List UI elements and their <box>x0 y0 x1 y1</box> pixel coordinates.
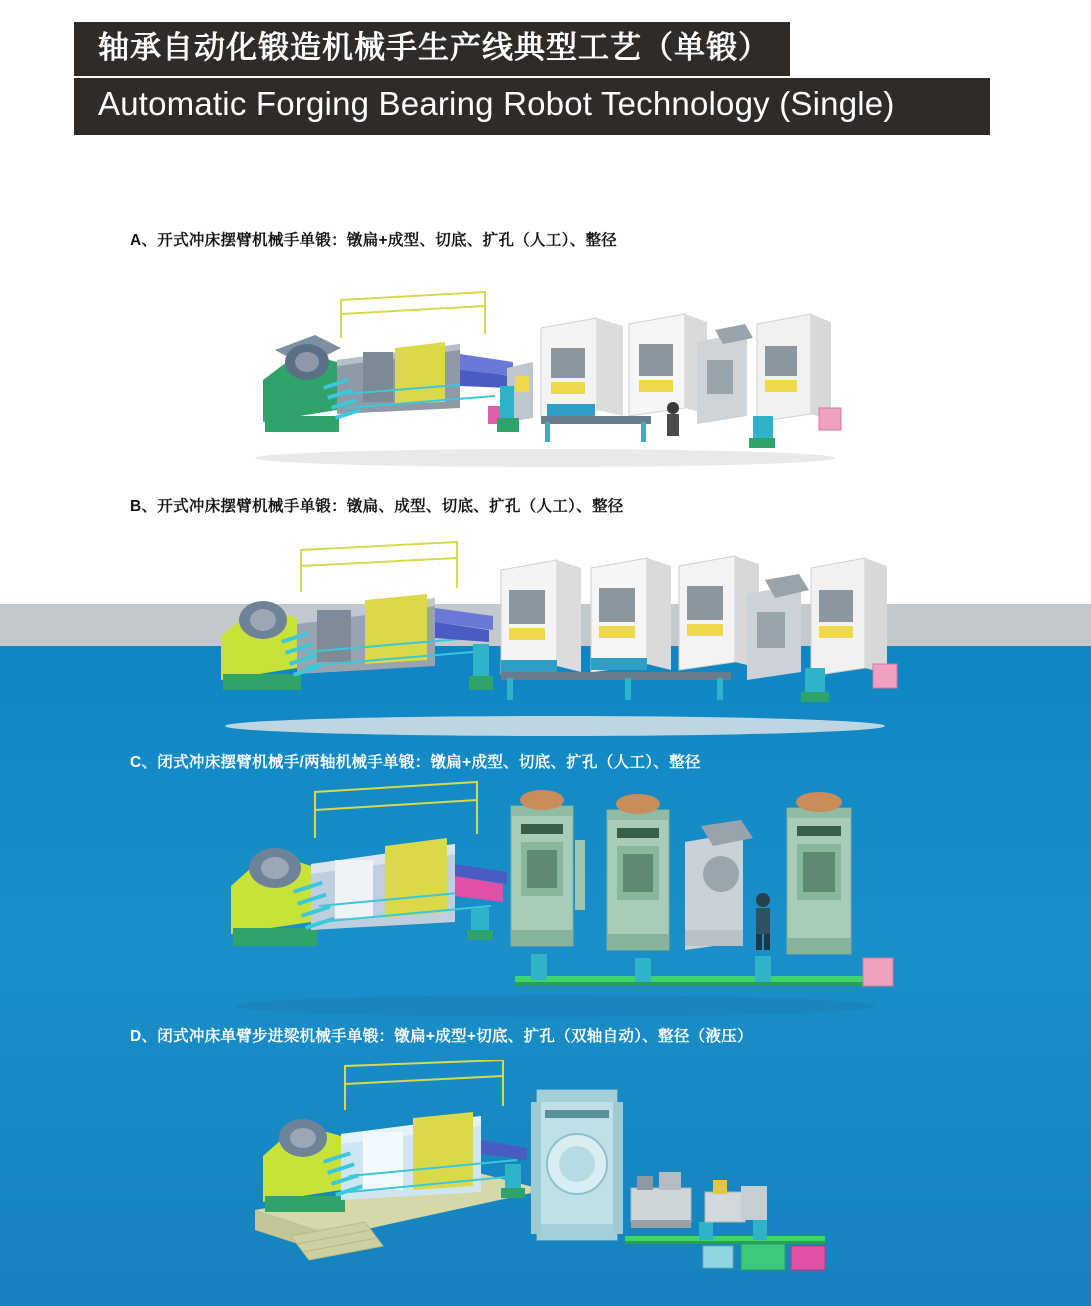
section-caption-c: C、闭式冲床摆臂机械手/两轴机械手单锻：镦扁+成型、切底、扩孔（人工）、整径 <box>130 754 701 771</box>
section-caption-a: A、开式冲床摆臂机械手单锻：镦扁+成型、切底、扩孔（人工）、整径 <box>130 232 618 249</box>
page-title-en-wrap <box>74 78 990 135</box>
illustration-line-a <box>245 290 845 470</box>
poster-header <box>74 22 1014 135</box>
page-title-en: Automatic Forging Bearing Robot Technology (Single) <box>98 85 895 123</box>
section-caption-d: D、闭式冲床单臂步进梁机械手单锻：镦扁+成型+切底、扩孔（双轴自动）、整径（液压） <box>130 1028 753 1045</box>
illustration-line-b <box>205 540 905 740</box>
illustration-line-c <box>215 780 895 1020</box>
page-title-cn: 轴承自动化锻造机械手生产线典型工艺（单锻） <box>74 22 790 76</box>
illustration-line-d <box>245 1060 865 1290</box>
section-caption-b: B、开式冲床摆臂机械手单锻：镦扁、成型、切底、扩孔（人工）、整径 <box>130 498 624 515</box>
